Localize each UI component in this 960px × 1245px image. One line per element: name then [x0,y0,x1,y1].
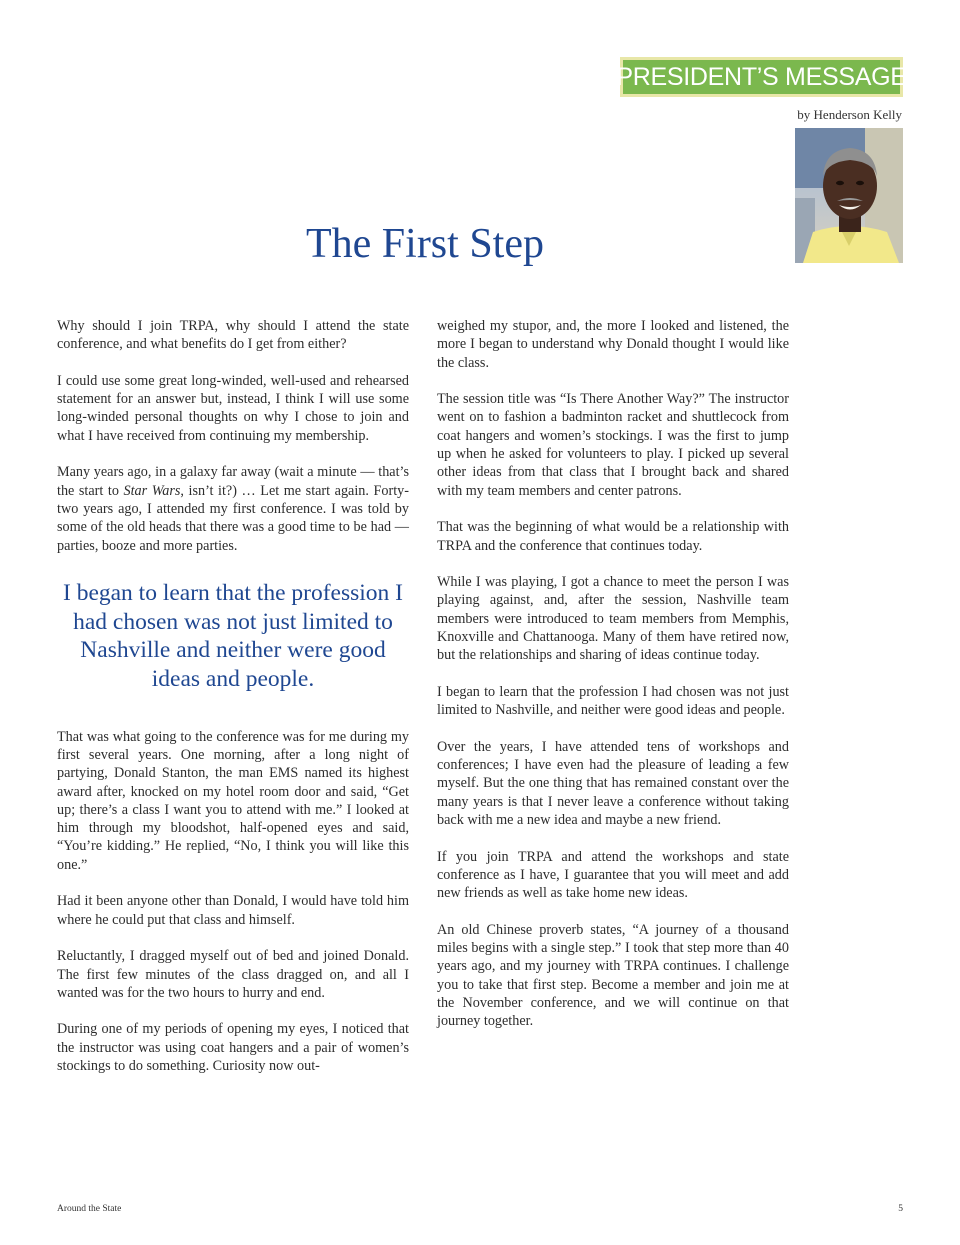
paragraph: Why should I join TRPA, why should I attend the state conference, and what benefits do I get from either? [57,318,409,353]
paragraph: Over the years, I have attended tens of workshops and conferences; I have even had the pleasure of leading a few myself. But the one thing that has remained constant over the many years is that I never leave a conference without taking back with me a new idea and maybe a new friend. [437,738,789,829]
paragraph: During one of my periods of opening my eyes, I noticed that the instructor was using coat hangers and a pair of women’s stockings to do something. Curiosity now out- [57,1021,409,1075]
right-column [437,317,789,1049]
author-photo [795,128,903,263]
paragraph: I began to learn that the profession I had chosen was not just limited to Nashville, and neither were good ideas and people. [437,683,789,719]
paragraph: The session title was “Is There Another Way?” The instructor went on to fashion a badminton racket and shuttlecock from coat hangers and women’s stockings. I was the first to jump up when he asked for volunteers to play. I picked up several other ideas from that class that I brought back and shared with my team members and center patrons. [437,391,789,499]
pull-quote: I began to learn that the profession I had chosen was not just limited to Nashville and neither were good ideas and people. [63,579,403,692]
paragraph: Many years ago, in a galaxy far away (wait a minute — that’s the start to Star Wars, isn’t it?) … Let me start again. Forty-two years ago, I attended my first conference. I was told by some of the old heads that there was a good time to be had — parties, booze and more parties. [57,464,409,554]
section-badge [616,57,907,97]
film-title: Star Wars [123,482,181,499]
paragraph: Reluctantly, I dragged myself out of bed and joined Donald. The first few minutes of the class dragged on, and all I wanted was for the two hours to hurry and end. [57,948,409,1001]
paragraph: If you join TRPA and attend the workshops and state conference as I have, I guarantee that you will meet and add new friends as well as take home new ideas. [437,848,789,902]
article-title: The First Step [306,221,544,267]
section-badge-label: PRESIDENT’S MESSAGE [616,62,907,91]
paragraph: That was what going to the conference was for me during my first several years. One morning, after a long night of partying, Donald Stanton, the man EMS named its highest award after, knocked on my hotel room door and said, “Get up; there’s a class I want you to attend with me.” I looked at him through my bloodshot, half-opened eyes and said, “You’re kidding.” He replied, “No, I think you will like this one.” [57,728,409,873]
paragraph: I could use some great long-winded, well-used and rehearsed statement for an answer but, instead, I think I will use some long-winded personal thoughts on why I chose to join and what I have received from continuing my membership. [57,372,409,444]
left-column [57,317,409,1094]
footer-publication: Around the State [57,1204,122,1214]
paragraph: While I was playing, I got a chance to meet the person I was playing against, and, after the session, Nashville team members were introduced to team members from Memphis, Knoxville and Chattanooga. Many of them have retired now, but the relationships and sharing of ideas continue today. [437,574,789,664]
page-number: 5 [898,1204,903,1214]
paragraph: Had it been anyone other than Donald, I would have told him where he could put that class and himself. [57,893,409,928]
paragraph: weighed my stupor, and, the more I looked and listened, the more I began to understand why Donald thought I would like the class. [437,318,789,371]
byline: by Henderson Kelly [797,107,902,122]
portrait-image [795,128,903,263]
paragraph: An old Chinese proverb states, “A journey of a thousand miles begins with a single step.” I took that step more than 40 years ago, and my journey with TRPA continues. I challenge you to take that first step. Become a member and join me at the November conference, and we will continue on that journey together. [437,921,789,1030]
paragraph: That was the beginning of what would be a relationship with TRPA and the conference that continues today. [437,519,789,554]
